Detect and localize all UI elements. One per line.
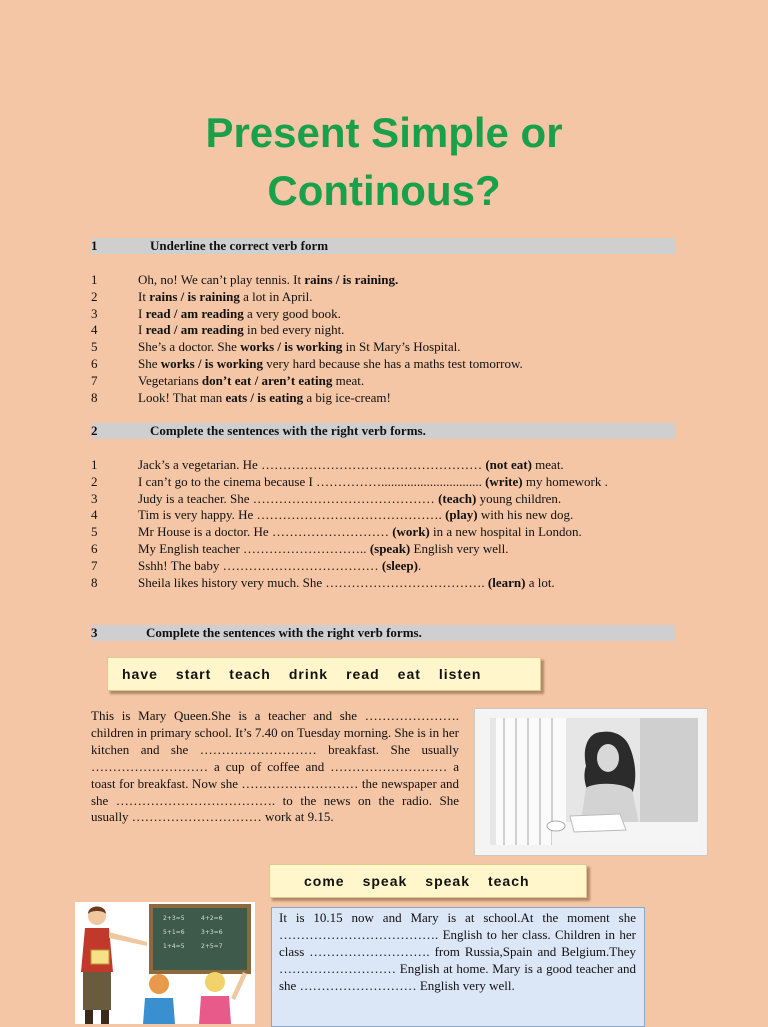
exercise-item <box>91 575 681 592</box>
exercise-item <box>91 541 681 558</box>
exercise-2-list <box>91 457 681 591</box>
item-text-start: Sheila likes history very much. She ………………………………. <box>138 574 488 590</box>
item-text <box>138 272 398 289</box>
item-text <box>138 356 523 373</box>
page-title <box>0 104 768 220</box>
verb-choice: (not eat) <box>485 457 532 472</box>
section-1-heading <box>91 238 676 254</box>
item-number: 7 <box>91 372 98 388</box>
section-number: 3 <box>91 625 98 640</box>
exercise-item <box>91 289 681 306</box>
woman-reading-image <box>490 718 698 845</box>
svg-text:2+3=5: 2+3=5 <box>163 915 185 922</box>
verb-choice: works / is working <box>240 339 343 355</box>
word-bank-word: eat <box>397 666 421 682</box>
exercise-item <box>91 558 681 575</box>
item-text-end: my homework . <box>522 473 608 489</box>
item-text-end: English very well. <box>410 540 509 556</box>
item-number: 8 <box>91 389 98 405</box>
exercise-item <box>91 507 681 524</box>
item-text-start: My English teacher ……………………….. <box>138 540 370 556</box>
word-bank-word: read <box>346 666 380 682</box>
word-bank-word: teach <box>487 873 530 889</box>
verb-choice: rains / is raining <box>149 288 240 304</box>
woman-reading-photo <box>474 708 708 856</box>
item-text-start: She <box>138 355 161 371</box>
item-text-end: . <box>417 557 422 573</box>
exercise-3-paragraph-2: It is 10.15 now and Mary is at school.At the moment she ………………………………. English to her class. Children in her class ………………………. from Russia,Spain and Belgium.They ……………………… English at home. Mary is a good teacher and she ……………………… English very well. <box>279 910 636 993</box>
item-number: 5 <box>91 524 98 540</box>
exercise-1-list <box>91 272 681 406</box>
item-text-start: I can’t go to the cinema because I ……………............................... <box>138 473 486 489</box>
exercise-3-text-box <box>271 907 645 1027</box>
word-bank-2 <box>269 864 587 898</box>
section-number: 1 <box>91 238 98 253</box>
verb-choice: (learn) <box>487 574 526 590</box>
item-text <box>138 289 312 306</box>
section-3-heading <box>91 625 676 641</box>
exercise-item <box>91 390 681 407</box>
exercise-3-paragraph-1: This is Mary Queen.She is a teacher and she …………………. children in primary school. It’s 7.40 on Tuesday morning. She is in her kitchen and she ……………………… breakfast. She usually ……………………… a cup of coffee and ……………………… a toast for breakfast. Now she ……………………… the newspaper and she ………………………………. to the news on the radio. She usually ………………………… work at 9.15. <box>91 708 459 825</box>
item-text-end: a lot in April. <box>239 288 313 304</box>
item-text <box>138 507 573 524</box>
section-instruction: Underline the correct verb form <box>150 238 329 253</box>
item-text-start: Look! That man <box>138 389 226 405</box>
verb-choice: don’t eat / aren’t eating <box>201 372 333 388</box>
item-text-start: Judy is a teacher. She …………………………………… <box>138 490 439 506</box>
word-bank-word: come <box>304 873 345 889</box>
item-text-end: a lot. <box>525 574 555 590</box>
verb-choice: (speak) <box>369 540 411 556</box>
item-number: 4 <box>91 322 98 338</box>
item-number: 8 <box>91 574 98 590</box>
item-text-start: I <box>138 305 146 321</box>
item-number: 5 <box>91 339 98 355</box>
item-text-start: Tim is very happy. He ……………………………………. <box>138 507 446 523</box>
item-text <box>138 457 564 474</box>
section-number: 2 <box>91 423 98 438</box>
item-text-end: young children. <box>476 490 562 506</box>
item-text-start: Oh, no! We can’t play tennis. It <box>138 272 305 287</box>
item-text <box>138 373 364 390</box>
exercise-item <box>91 373 681 390</box>
section-instruction: Complete the sentences with the right verb forms. <box>150 423 426 438</box>
item-text <box>138 390 391 407</box>
word-bank-word: drink <box>288 666 329 682</box>
exercise-item <box>91 272 681 289</box>
item-text <box>138 491 561 508</box>
item-number: 6 <box>91 355 98 371</box>
verb-choice: (write) <box>485 473 523 489</box>
item-number: 3 <box>91 490 98 506</box>
item-text-start: Mr House is a doctor. He ……………………… <box>138 524 393 540</box>
item-text-start: Jack’s a vegetarian. He …………………………………………… <box>138 457 486 472</box>
item-text-start: Vegetarians <box>138 372 202 388</box>
item-text-start: I <box>138 322 146 338</box>
exercise-item <box>91 491 681 508</box>
word-bank-word: listen <box>438 666 482 682</box>
teacher-at-blackboard-image <box>75 902 255 1024</box>
svg-text:3+3=6: 3+3=6 <box>201 929 223 936</box>
word-bank-1 <box>107 657 541 691</box>
exercise-item <box>91 356 681 373</box>
title-line-2: Continous? <box>267 167 501 214</box>
verb-choice: read / am reading <box>145 305 244 321</box>
item-text <box>138 339 461 356</box>
section-2-heading <box>91 423 676 439</box>
item-text-end: in bed every night. <box>243 322 345 338</box>
exercise-item <box>91 524 681 541</box>
item-number: 7 <box>91 557 98 573</box>
word-bank-word: start <box>175 666 212 682</box>
section-instruction: Complete the sentences with the right verb forms. <box>146 625 422 640</box>
item-text-start: Sshh! The baby ……………………………… <box>138 557 382 573</box>
verb-choice: (work) <box>392 524 430 540</box>
svg-text:5+1=6: 5+1=6 <box>163 929 185 936</box>
item-number: 2 <box>91 288 98 304</box>
item-text <box>91 474 619 491</box>
verb-choice: (teach) <box>438 490 477 506</box>
item-text-end: very hard because she has a maths test tomorrow. <box>262 355 523 371</box>
item-text-end: meat. <box>332 372 365 388</box>
item-text <box>138 306 341 323</box>
item-text-end: in a new hospital in London. <box>429 524 582 540</box>
item-number: 3 <box>91 305 98 321</box>
word-bank-word: have <box>122 666 158 682</box>
title-line-1: Present Simple or <box>205 109 563 156</box>
exercise-item <box>91 339 681 356</box>
exercise-item <box>91 306 681 323</box>
svg-text:4+2=6: 4+2=6 <box>201 915 223 922</box>
verb-choice: (sleep) <box>381 557 418 573</box>
item-text-end: a very good book. <box>243 305 341 321</box>
item-text <box>138 575 555 592</box>
exercise-item <box>91 322 681 339</box>
exercise-item <box>91 457 681 474</box>
item-text-start: It <box>138 288 150 304</box>
word-bank-word: speak <box>362 873 408 889</box>
item-text <box>138 541 508 558</box>
svg-text:2+5=7: 2+5=7 <box>201 943 223 950</box>
verb-choice: eats / is eating <box>225 389 304 405</box>
item-number: 1 <box>91 457 98 472</box>
item-text <box>138 558 421 575</box>
verb-choice: read / am reading <box>145 322 244 338</box>
verb-choice: rains / is raining. <box>304 272 399 287</box>
teacher-classroom-illustration <box>75 902 255 1024</box>
svg-text:1+4=5: 1+4=5 <box>163 943 185 950</box>
verb-choice: works / is working <box>160 355 263 371</box>
item-text <box>138 322 344 339</box>
exercise-item <box>91 474 681 491</box>
item-number: 1 <box>91 272 98 287</box>
verb-choice: (play) <box>445 507 478 523</box>
item-number: 4 <box>91 507 98 523</box>
item-number: 6 <box>91 540 98 556</box>
item-text-start: She’s a doctor. She <box>138 339 241 355</box>
item-text-end: in St Mary’s Hospital. <box>342 339 461 355</box>
item-number: 2 <box>91 473 98 489</box>
item-text-end: meat. <box>531 457 564 472</box>
item-text-end: a big ice-cream! <box>303 389 391 405</box>
item-text-end: with his new dog. <box>477 507 574 523</box>
item-text <box>138 524 582 541</box>
word-bank-word: speak <box>425 873 470 889</box>
word-bank-word: teach <box>229 666 271 682</box>
